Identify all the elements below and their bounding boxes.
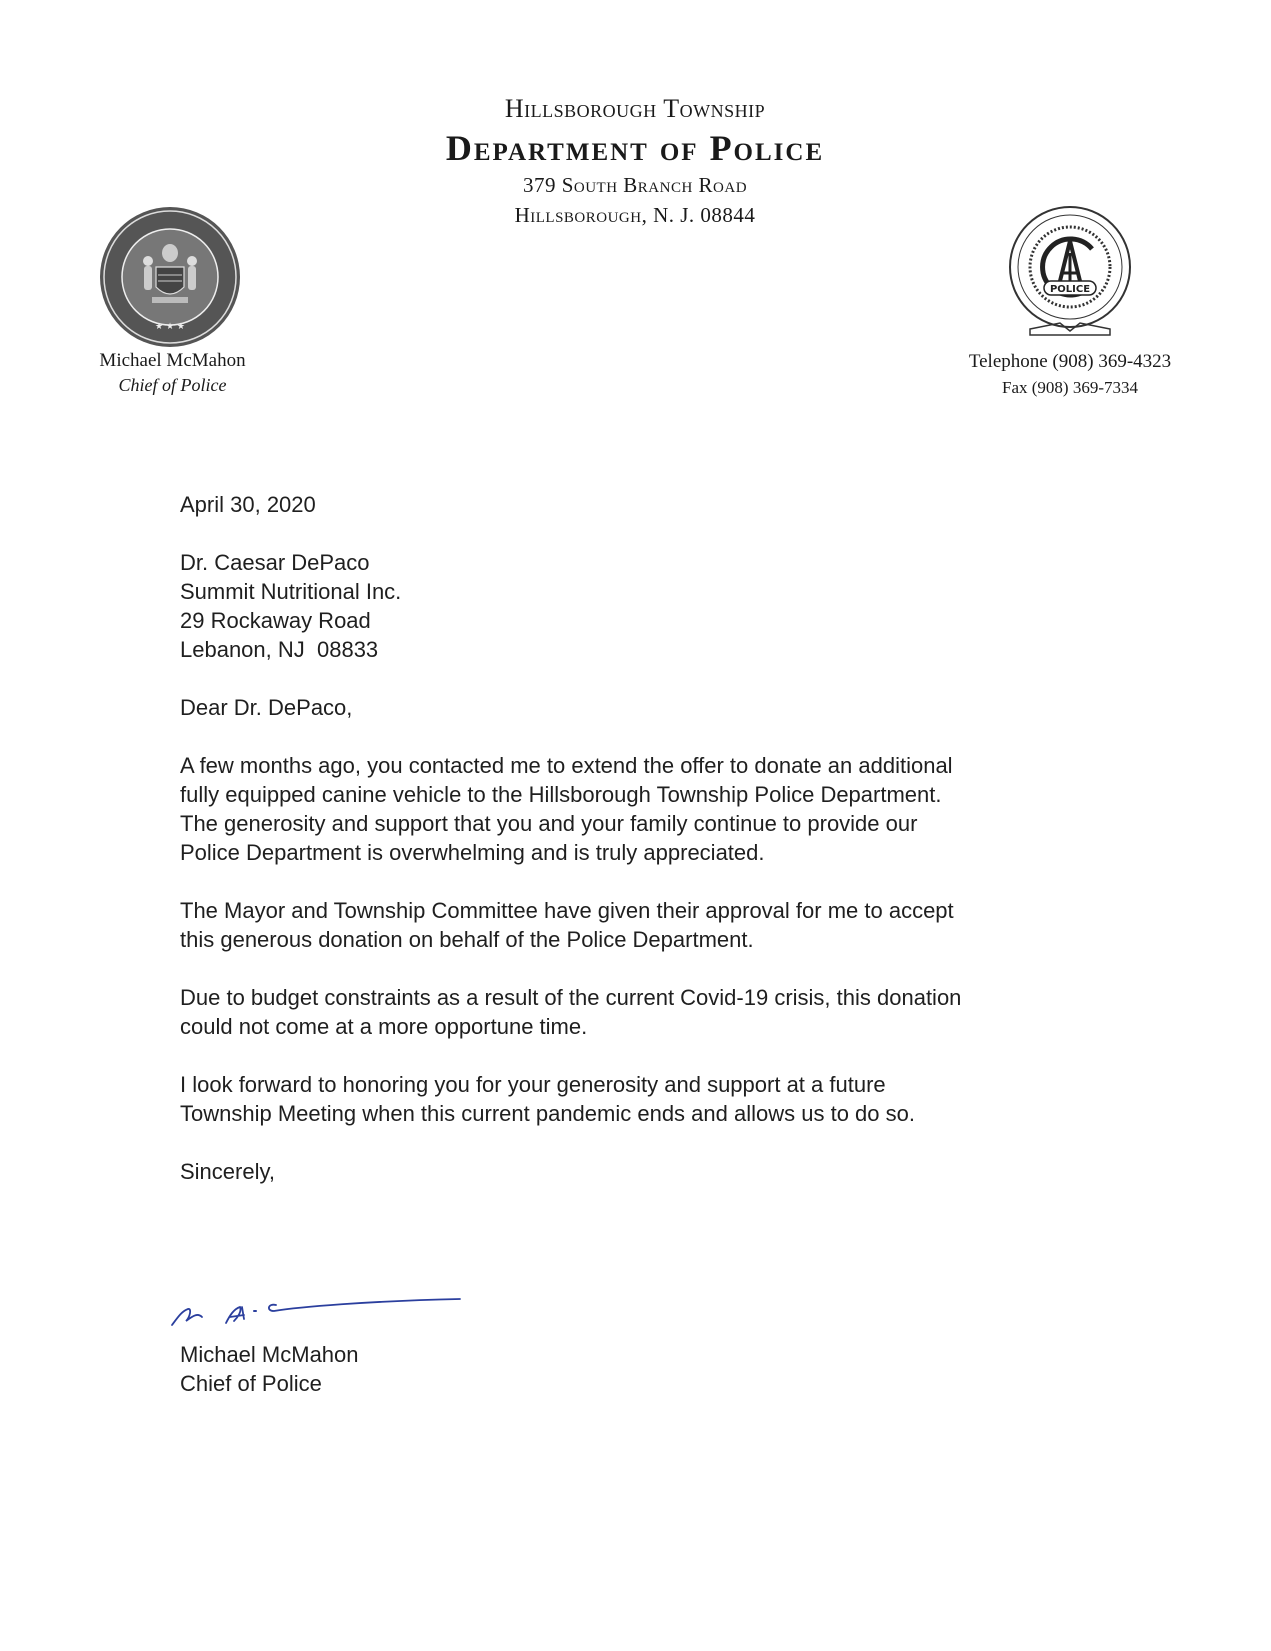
handwritten-signature [168,1277,468,1337]
recipient-address [180,548,1080,664]
iacp-seal-icon [1000,203,1140,348]
paragraph-line: I look forward to honoring you for your generosity and support at a future [180,1072,886,1097]
letterhead [335,92,935,230]
svg-text:★ ★ ★: ★ ★ ★ [155,322,185,332]
paragraph-line: fully equipped canine vehicle to the Hillsborough Township Police Department. [180,782,942,807]
letterhead-chief [60,349,285,397]
paragraph-line: The generosity and support that you and your family continue to provide our [180,811,918,836]
fax: Fax (908) 369-7334 [1002,378,1138,397]
paragraph [180,751,1080,867]
department-name: Department of Police [445,128,825,168]
signer-name: Michael McMahon [180,1342,359,1367]
paragraph [180,983,1080,1041]
department-address-line2: Hillsborough, N. J. 08844 [514,203,756,227]
paragraph-line: Due to budget constraints as a result of the current Covid-19 crisis, this donation [180,985,962,1010]
letterhead-contact [920,349,1220,401]
township-name: Hillsborough Township [504,94,766,123]
closing: Sincerely, [180,1159,275,1184]
signer-title: Chief of Police [180,1371,322,1396]
recipient-line: Lebanon, NJ 08833 [180,637,379,662]
chief-name: Michael McMahon [99,350,246,371]
paragraph-line: could not come at a more opportune time. [180,1014,588,1039]
signer-block [180,1340,359,1398]
paragraph-line: The Mayor and Township Committee have given their approval for me to accept [180,898,954,923]
paragraph [180,1070,1080,1128]
letter-date: April 30, 2020 [180,492,316,517]
recipient-line: Dr. Caesar DePaco [180,550,370,575]
nj-chiefs-seal-icon [98,205,242,349]
telephone: Telephone (908) 369-4323 [968,351,1172,372]
iacp-seal-label: POLICE [1049,284,1091,295]
paragraph-line: A few months ago, you contacted me to extend the offer to donate an additional [180,753,953,778]
paragraph [180,896,1080,954]
paragraph-line: Police Department is overwhelming and is truly appreciated. [180,840,765,865]
letter-body [180,490,1080,1186]
recipient-line: Summit Nutritional Inc. [180,579,402,604]
recipient-line: 29 Rockaway Road [180,608,371,633]
salutation: Dear Dr. DePaco, [180,695,353,720]
paragraph-line: Township Meeting when this current pandemic ends and allows us to do so. [180,1101,915,1126]
department-address-line1: 379 South Branch Road [522,173,748,197]
chief-title: Chief of Police [118,375,227,395]
paragraph-line: this generous donation on behalf of the Police Department. [180,927,754,952]
